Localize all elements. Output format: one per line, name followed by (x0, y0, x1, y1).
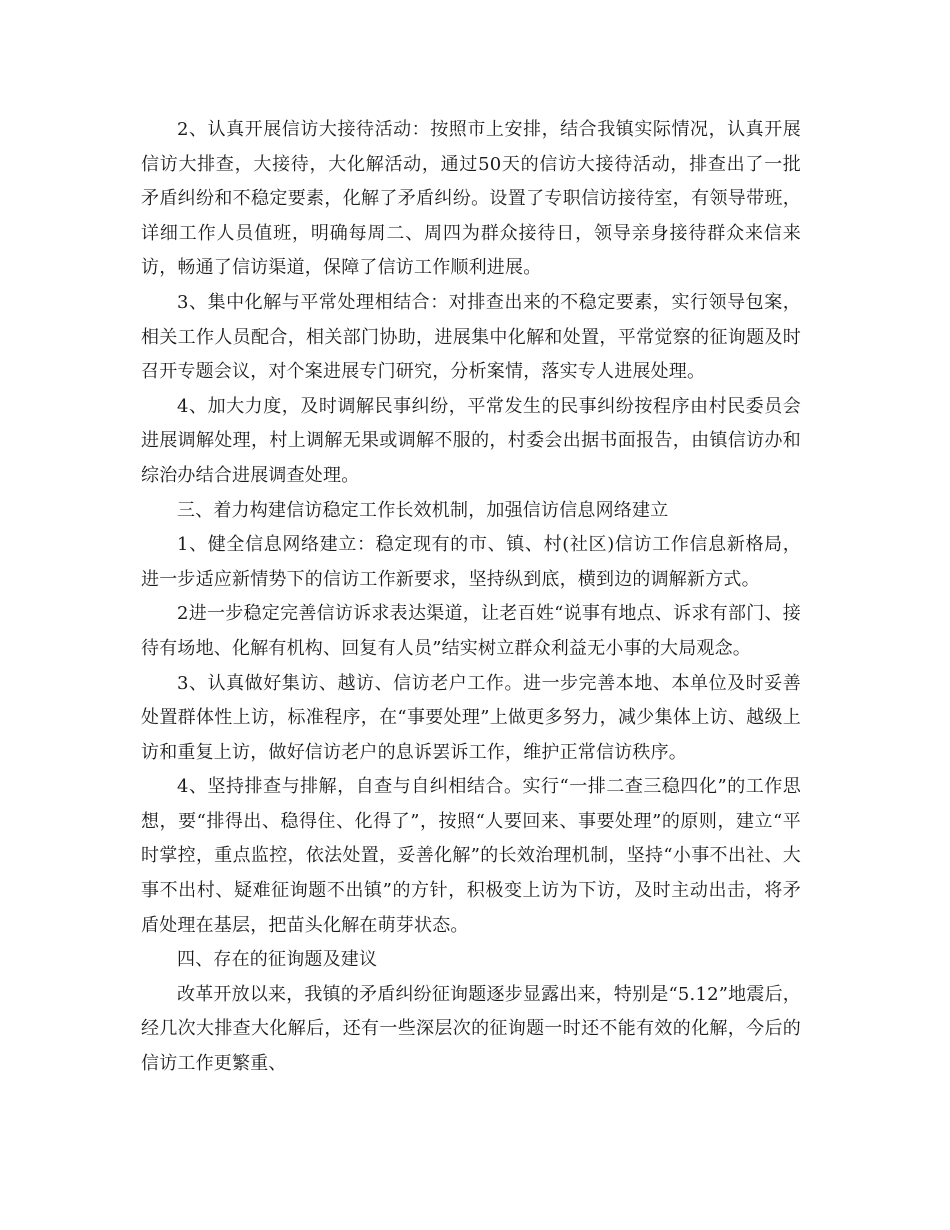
document-body (141, 113, 801, 1082)
paragraph-reception-activity: 2、认真开展信访大接待活动：按照市上安排，结合我镇实际情况，认真开展信访大排查，大接待，大化解活动，通过50天的信访大接待活动，排查出了一批矛盾纠纷和不稳定要素，化解了矛盾纠纷。设置了专职信访接待室，有领导带班，详细工作人员值班，明确每周二、周四为群众接待日，领导亲身接待群众来信来访，畅通了信访渠道，保障了信访工作顺利进展。 (141, 119, 801, 279)
paragraph-info-network: 1、健全信息网络建立：稳定现有的市、镇、村(社区)信访工作信息新格局，进一步适应新情势下的信访工作新要求，坚持纵到底，横到边的调解新方式。 (141, 534, 801, 590)
paragraph-centralized-resolution: 3、集中化解与平常处理相结合：对排查出来的不稳定要素，实行领导包案，相关工作人员配合，相关部门协助，进展集中化解和处置，平常觉察的征询题及时召开专题会议，对个案进展专门研究，分析案情，落实专人进展处理。 (141, 291, 801, 383)
section-heading-four: 四、存在的征询题及建议 (177, 949, 378, 971)
paragraph-civil-disputes: 4、加大力度，及时调解民事纠纷，平常发生的民事纠纷按程序由村民委员会进展调解处理，村上调解无果或调解不服的，村委会出据书面报告，由镇信访办和综治办结合进展调查处理。 (141, 395, 801, 486)
paragraph-expression-channels: 2进一步稳定完善信访诉求表达渠道，让老百姓“说事有地点、诉求有部门、接待有场地、化解有机构、回复有人员”结实树立群众利益无小事的大局观念。 (141, 603, 801, 659)
paragraph-collective-petitions: 3、认真做好集访、越访、信访老户工作。进一步完善本地、本单位及时妥善处置群体性上访，标准程序，在“事要处理”上做更多努力，减少集体上访、越级上访和重复上访，做好信访老户的息诉罢诉工作，维护正常信访秩序。 (141, 672, 801, 763)
paragraph-existing-problems: 改革开放以来，我镇的矛盾纠纷征询题逐步显露出来，特别是“5.12”地震后，经几次大排查大化解后，还有一些深层次的征询题一时还不能有效的化解，今后的信访工作更繁重、 (141, 983, 801, 1075)
paragraph-investigation-mediation: 4、坚持排查与排解，自查与自纠相结合。实行“一排二查三稳四化”的工作思想，要“排得出、稳得住、化得了”，按照“人要回来、事要处理”的原则，建立“平时掌控，重点监控，依法处置，妥善化解”的长效治理机制，坚持“小事不出社、大事不出村、疑难征询题不出镇”的方针，积极变上访为下访，及时主动出击，将矛盾处理在基层，把苗头化解在萌芽状态。 (141, 776, 801, 936)
section-heading-three: 三、着力构建信访稳定工作长效机制，加强信访信息网络建立 (177, 499, 669, 521)
